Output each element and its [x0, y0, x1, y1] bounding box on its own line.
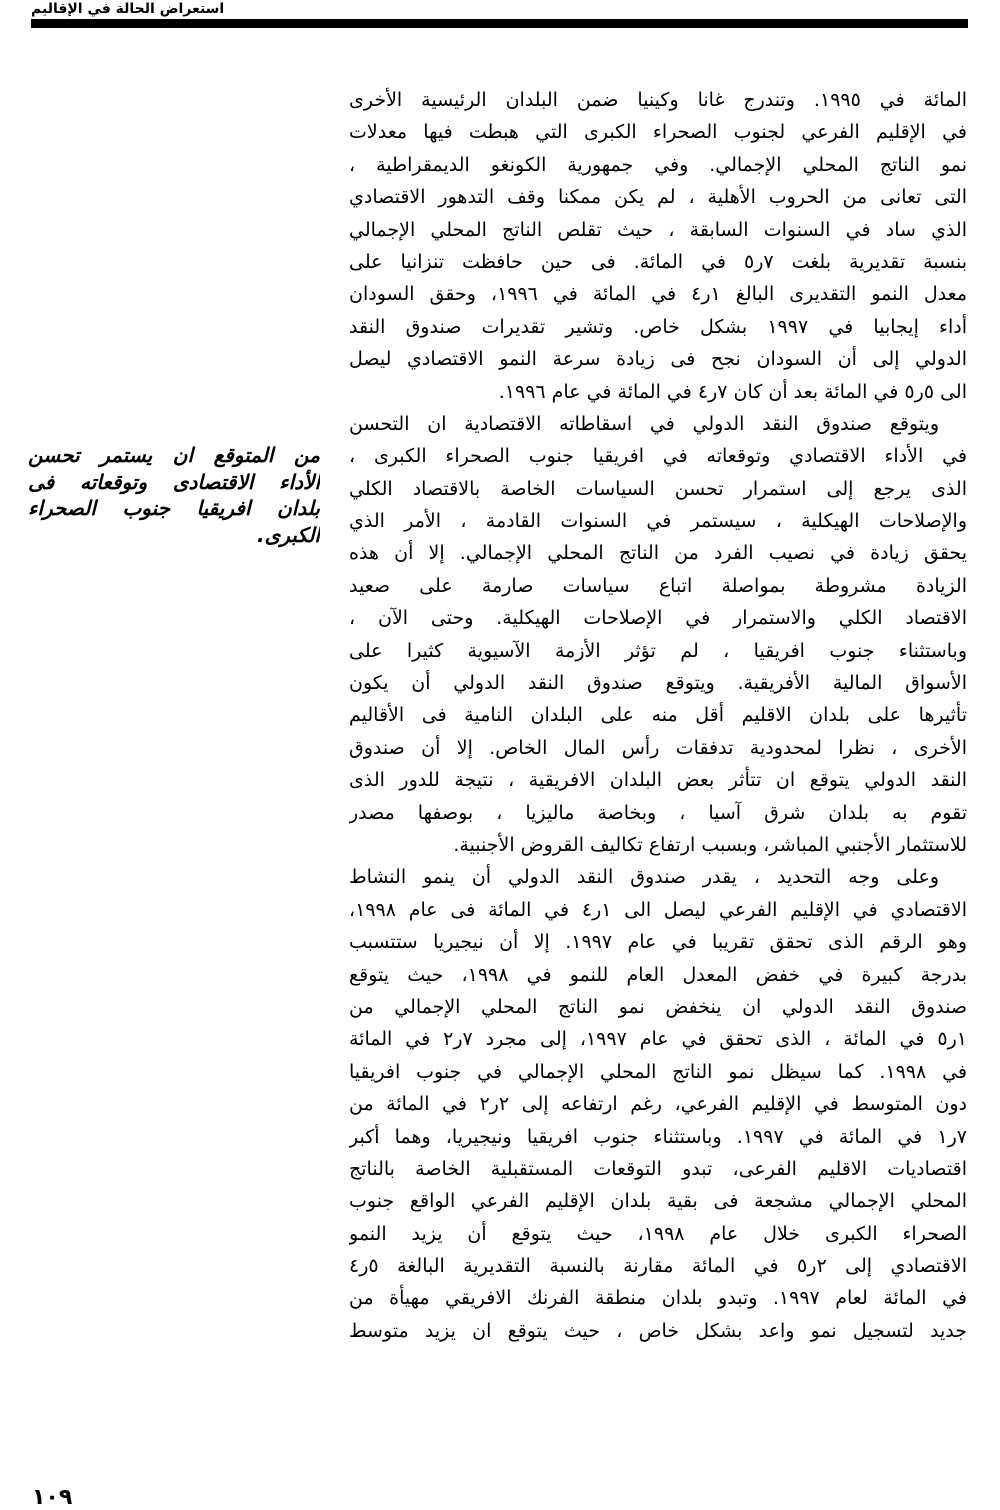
body-line: في المائة لعام ١٩٩٧. وتبدو بلدان منطقة الفرنك الافريقي مهيأة من	[349, 1287, 967, 1310]
body-line: اقتصاديات الاقليم الفرعى، تبدو التوقعات المستقبلية الخاصة بالناتج	[349, 1157, 967, 1180]
body-line: المائة في ١٩٩٥. وتندرج غانا وكينيا ضمن البلدان الرئيسية الأخرى	[349, 89, 967, 111]
margin-note-line: من المتوقع ان يستمر تحسن	[28, 443, 320, 467]
body-line: يحقق زيادة في نصيب الفرد من الناتج المحلي الإجمالي. إلا أن هذه	[349, 542, 967, 565]
body-line: في الأداء الاقتصادي وتوقعاته في افريقيا جنوب الصحراء الكبرى ،	[349, 445, 967, 468]
body-line: وباستثناء جنوب افريقيا ، لم تؤثر الأزمة الآسيوية كثيرا على	[349, 639, 967, 662]
body-line: نمو الناتج المحلي الإجمالي. وفي جمهورية الكونغو الديمقراطية ،	[349, 153, 967, 176]
body-line: في الإقليم الفرعي لجنوب الصحراء الكبرى التي هبطت فيها معدلات	[349, 121, 967, 144]
header-rule	[31, 19, 968, 28]
body-line: الذي ساد في السنوات السابقة ، حيث تقلص الناتج المحلي الإجمالي	[349, 218, 967, 241]
body-line: الاقتصاد الكلي والاستمرار في الإصلاحات الهيكلية. وحتى الآن ،	[349, 607, 967, 630]
body-line: الأسواق المالية الأفريقية. ويتوقع صندوق النقد الدولي أن يكون	[349, 672, 967, 695]
body-line: الأخرى ، نظرا لمحدودية تدفقات رأس المال الخاص. إلا أن صندوق	[349, 736, 967, 759]
body-line: معدل النمو التقديرى البالغ ١ر٤ في المائة في ١٩٩٦، وحقق السودان	[349, 283, 967, 306]
body-line: الذى يرجع إلى استمرار تحسن السياسات الخاصة بالاقتصاد الكلي	[349, 477, 967, 500]
body-line: الاقتصادي في الإقليم الفرعي ليصل الى ١ر٤ في المائة فى عام ١٩٩٨،	[349, 898, 967, 921]
body-line: ٧ر١ في المائة في ١٩٩٧. وباستثناء جنوب افريقيا ونيجيريا، وهما أكبر	[349, 1125, 967, 1148]
body-line: دون المتوسط في الإقليم الفرعي، رغم ارتفاعه إلى ٢ر٢ في المائة من	[349, 1093, 967, 1116]
body-line: بدرجة كبيرة في خفض المعدل العام للنمو في ١٩٩٨، حيث يتوقع	[349, 963, 967, 986]
page-number: ١٠٩	[32, 1485, 73, 1510]
body-line: بنسبة تقديرية بلغت ٧ر٥ في المائة. فى حين حافظت تنزانيا على	[349, 250, 967, 273]
body-line: ١ر٥ في المائة ، الذى تحقق في عام ١٩٩٧، إلى مجرد ٧ر٢ في المائة	[349, 1028, 967, 1051]
body-line: الزيادة مشروطة بمواصلة اتباع سياسات صارمة على صعيد	[349, 574, 967, 597]
body-line: المحلي الإجمالي مشجعة فى بقية بلدان الإقليم الفرعي الواقع جنوب	[349, 1190, 967, 1213]
body-text	[349, 84, 967, 1347]
margin-note-line: بلدان افريقيا جنوب الصحراء	[28, 496, 320, 520]
body-line: التى تعانى من الحروب الأهلية ، لم يكن ممكنا وقف التدهور الاقتصادي	[349, 186, 967, 209]
body-line: تقوم به بلدان شرق آسيا ، وبخاصة ماليزيا ، بوصفها مصدر	[349, 801, 967, 824]
body-line: جديد لتسجيل نمو واعد بشكل خاص ، حيث يتوقع ان يزيد متوسط	[349, 1319, 967, 1342]
body-line: صندوق النقد الدولي ان ينخفض نمو الناتج المحلي الإجمالي من	[349, 995, 967, 1018]
body-line-paragraph-end: الى ٥ر٥ في المائة بعد أن كان ٧ر٤ في المائة في عام ١٩٩٦.	[498, 380, 967, 403]
body-line: في ١٩٩٨. كما سيظل نمو الناتج المحلي الإجمالي في جنوب افريقيا	[349, 1060, 967, 1083]
body-line: الصحراء الكبرى خلال عام ١٩٩٨، حيث يتوقع أن يزيد النمو	[349, 1222, 967, 1245]
running-header-title: استعراض الحالة في الإقاليم	[31, 1, 225, 17]
body-line: الدولي إلى أن السودان نجح فى زيادة سرعة النمو الاقتصادي ليصل	[349, 348, 967, 371]
body-line-paragraph-start: ويتوقع صندوق النقد الدولي في اسقاطاته الاقتصادية ان التحسن	[349, 412, 939, 435]
margin-note-line: الأداء الاقتصادى وتوقعاته فى	[28, 469, 320, 494]
body-line: أداء إيجابيا في ١٩٩٧ بشكل خاص. وتشير تقديرات صندوق النقد	[349, 315, 967, 338]
body-line: والإصلاحات الهيكلية ، سيستمر في السنوات القادمة ، الأمر الذي	[349, 510, 967, 533]
margin-note	[28, 442, 320, 548]
margin-note-line: الكبرى.	[256, 522, 320, 547]
body-line: الاقتصادي إلى ٢ر٥ في المائة مقارنة بالنسبة التقديرية البالغة ٥ر٤	[349, 1255, 967, 1278]
body-line-paragraph-end: للاستثمار الأجنبي المباشر، وبسبب ارتفاع تكاليف القروض الأجنبية.	[453, 833, 967, 856]
body-line-paragraph-start: وعلى وجه التحديد ، يقدر صندوق النقد الدولي أن ينمو النشاط	[349, 866, 939, 889]
body-line: وهو الرقم الذى تحقق تقريبا في عام ١٩٩٧. إلا أن نيجيريا ستتسبب	[349, 931, 967, 954]
body-line: النقد الدولي يتوقع ان تتأثر بعض البلدان الافريقية ، نتيجة للدور الذى	[349, 769, 967, 792]
body-line: تأثيرها على بلدان الاقليم أقل منه على البلدان النامية فى الأقاليم	[349, 704, 967, 727]
